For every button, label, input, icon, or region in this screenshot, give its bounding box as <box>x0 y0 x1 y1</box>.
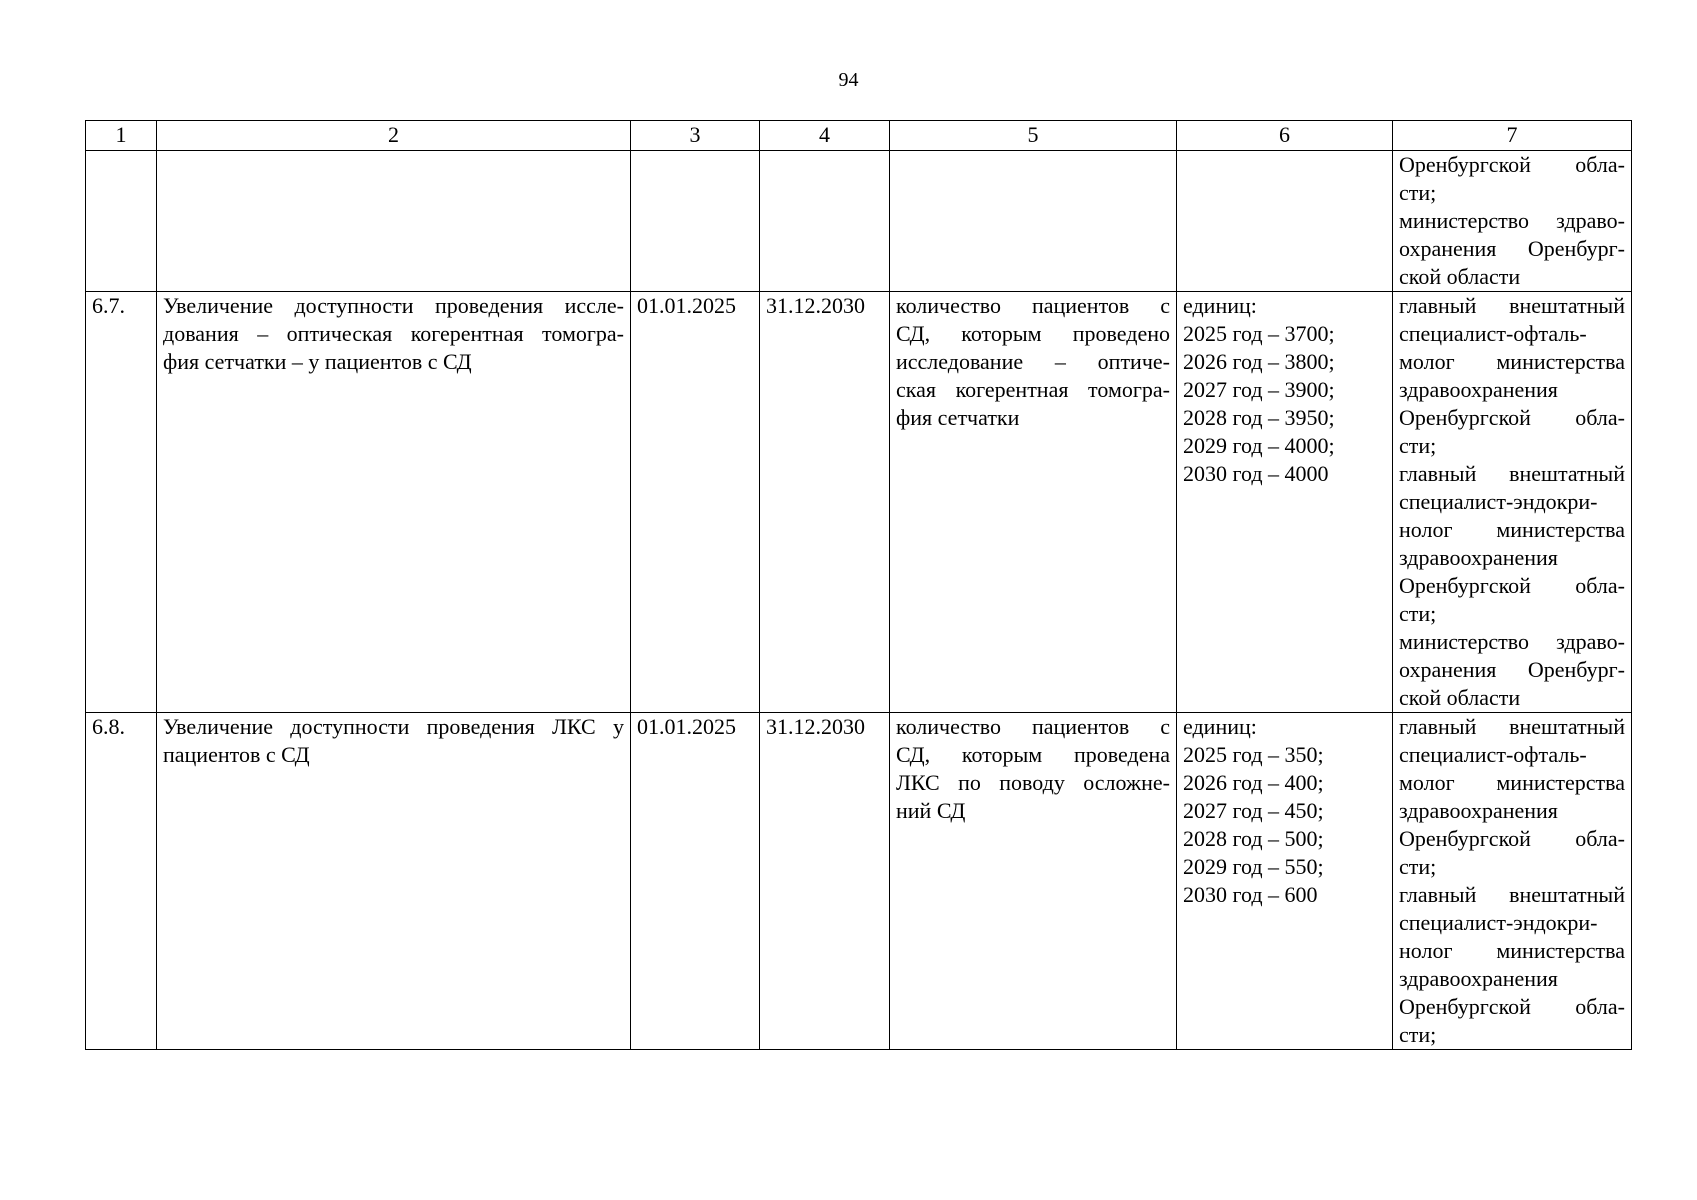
text-line: количество пациентов с <box>896 714 1170 739</box>
measures-table <box>85 120 1632 1050</box>
row-number: 6.8. <box>86 713 157 1050</box>
text-line: главный внештатный <box>1399 293 1625 318</box>
text-line: здравоохранения <box>1399 798 1558 823</box>
measure-name <box>157 713 631 1050</box>
text-line: ний СД <box>896 798 966 823</box>
text-line: специалист-эндокри- <box>1399 910 1598 935</box>
cont-cell-responsible <box>1393 151 1632 292</box>
text-line: 2029 год – 550; <box>1183 854 1324 879</box>
text-line: количество пациентов с <box>896 293 1170 318</box>
cont-cell-num <box>86 151 157 292</box>
text-line: единиц: <box>1183 714 1257 739</box>
text-line: главный внештатный <box>1399 882 1625 907</box>
table-row <box>86 292 1632 713</box>
target-values <box>1177 292 1393 713</box>
text-line: нолог министерства <box>1399 938 1625 963</box>
row-number: 6.7. <box>86 292 157 713</box>
header-row <box>86 121 1632 151</box>
text-line: сти; <box>1399 433 1437 458</box>
text-line: охранения Оренбург- <box>1399 657 1625 682</box>
text-line: фия сетчатки <box>896 405 1020 430</box>
text-line: 2027 год – 450; <box>1183 798 1324 823</box>
responsible <box>1393 292 1632 713</box>
cont-cell-start <box>631 151 760 292</box>
text-line: 2025 год – 3700; <box>1183 321 1335 346</box>
continuation-row <box>86 151 1632 292</box>
text-line: 2025 год – 350; <box>1183 742 1324 767</box>
text-line: 2028 год – 500; <box>1183 826 1324 851</box>
text-line: 2028 год – 3950; <box>1183 405 1335 430</box>
text-line: сти; <box>1399 854 1437 879</box>
text-line: здравоохранения <box>1399 966 1558 991</box>
target-values <box>1177 713 1393 1050</box>
cont-cell-name <box>157 151 631 292</box>
text-line: Увеличение доступности проведения иссле- <box>163 293 624 318</box>
measure-name <box>157 292 631 713</box>
header-cell-5: 5 <box>890 121 1177 151</box>
text-line: министерство здраво- <box>1399 208 1625 233</box>
text-line: 2030 год – 600 <box>1183 882 1318 907</box>
table-row <box>86 713 1632 1050</box>
text-line: 2029 год – 4000; <box>1183 433 1335 458</box>
responsible <box>1393 713 1632 1050</box>
header-cell-3: 3 <box>631 121 760 151</box>
text-line: молог министерства <box>1399 770 1625 795</box>
text-line: Оренбургской обла- <box>1399 152 1625 177</box>
end-date: 31.12.2030 <box>760 292 890 713</box>
text-line: ской области <box>1399 264 1521 289</box>
text-line: сти; <box>1399 601 1437 626</box>
text-line: специалист-офталь- <box>1399 742 1587 767</box>
indicator <box>890 713 1177 1050</box>
text-line: охранения Оренбург- <box>1399 236 1625 261</box>
text-line: СД, которым проведено <box>896 321 1170 346</box>
text-line: ЛКС по поводу осложне- <box>896 770 1170 795</box>
text-line: молог министерства <box>1399 349 1625 374</box>
header-cell-4: 4 <box>760 121 890 151</box>
cont-cell-indicator <box>890 151 1177 292</box>
text-line: главный внештатный <box>1399 461 1625 486</box>
text-line: ской области <box>1399 685 1521 710</box>
end-date: 31.12.2030 <box>760 713 890 1050</box>
header-cell-7: 7 <box>1393 121 1632 151</box>
text-line: сти; <box>1399 1022 1437 1047</box>
text-line: сти; <box>1399 180 1437 205</box>
header-cell-2: 2 <box>157 121 631 151</box>
text-line: Оренбургской обла- <box>1399 994 1625 1019</box>
text-line: СД, которым проведена <box>896 742 1170 767</box>
text-line: пациентов с СД <box>163 742 310 767</box>
text-line: 2027 год – 3900; <box>1183 377 1335 402</box>
start-date: 01.01.2025 <box>631 292 760 713</box>
text-line: Оренбургской обла- <box>1399 405 1625 430</box>
text-line: Оренбургской обла- <box>1399 826 1625 851</box>
text-line: министерство здраво- <box>1399 629 1625 654</box>
start-date: 01.01.2025 <box>631 713 760 1050</box>
cont-cell-end <box>760 151 890 292</box>
text-line: Оренбургской обла- <box>1399 573 1625 598</box>
text-line: Увеличение доступности проведения ЛКС у <box>163 714 624 739</box>
text-line: специалист-эндокри- <box>1399 489 1598 514</box>
text-line: здравоохранения <box>1399 377 1558 402</box>
text-line: здравоохранения <box>1399 545 1558 570</box>
header-cell-6: 6 <box>1177 121 1393 151</box>
text-line: 2026 год – 400; <box>1183 770 1324 795</box>
text-line: исследование – оптиче- <box>896 349 1170 374</box>
text-line: ская когерентная томогра- <box>896 377 1170 402</box>
text-line: специалист-офталь- <box>1399 321 1587 346</box>
cont-cell-values <box>1177 151 1393 292</box>
text-line: главный внештатный <box>1399 714 1625 739</box>
text-line: нолог министерства <box>1399 517 1625 542</box>
text-line: фия сетчатки – у пациентов с СД <box>163 349 472 374</box>
indicator <box>890 292 1177 713</box>
text-line: дования – оптическая когерентная томогра- <box>163 321 624 346</box>
text-line: единиц: <box>1183 293 1257 318</box>
page-number: 94 <box>838 69 859 91</box>
text-line: 2026 год – 3800; <box>1183 349 1335 374</box>
header-cell-1: 1 <box>86 121 157 151</box>
text-line: 2030 год – 4000 <box>1183 461 1329 486</box>
